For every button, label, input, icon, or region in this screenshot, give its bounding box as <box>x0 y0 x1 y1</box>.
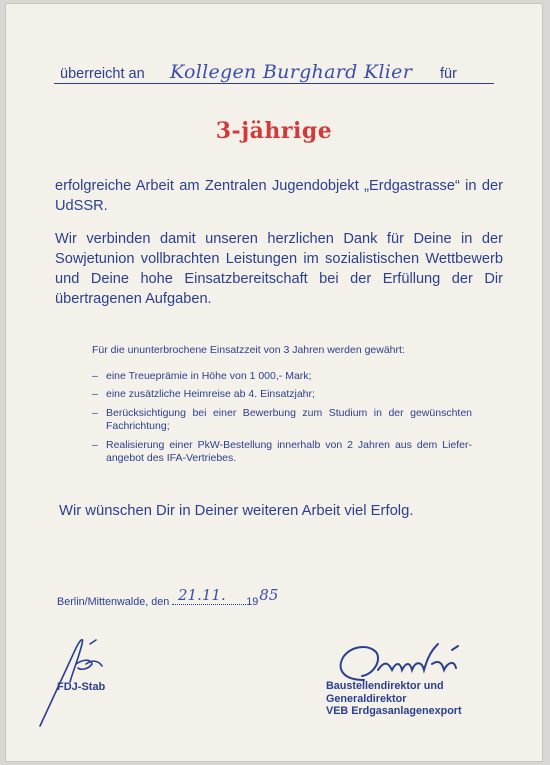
bullet-dash: – <box>92 406 98 419</box>
date-handwritten <box>178 586 278 604</box>
bullet-dash: – <box>92 438 98 451</box>
paragraph-achievement: erfolgreiche Arbeit am Zentralen Jugendobjekt „Erdgastrasse“ in der UdSSR. <box>55 178 503 214</box>
list-item <box>92 439 472 466</box>
benefits-list <box>92 370 472 466</box>
benefit-text: Berücksichtigung bei einer Bewerbung zum Studium in der gewünschten Fachrichtung; <box>106 406 472 432</box>
signature-right-line: VEB Erdgasanlagenexport <box>326 705 462 717</box>
date-place: Berlin/Mittenwalde, den <box>57 596 170 608</box>
benefit-text: Realisierung einer PkW-Bestellung innerhalb von 2 Jahren aus dem Liefer-angebot des IFA-Vertriebes. <box>106 438 472 464</box>
recipient-line <box>54 61 494 86</box>
benefit-text: eine zusätzliche Heimreise ab 4. Einsatzjahr; <box>106 388 315 400</box>
certificate-page <box>6 4 542 761</box>
bullet-dash: – <box>92 369 98 382</box>
recipient-underline <box>54 83 494 84</box>
closing-wish: Wir wünschen Dir in Deiner weiteren Arbeit viel Erfolg. <box>59 503 414 519</box>
list-item <box>92 370 472 384</box>
recipient-suffix: für <box>440 66 457 82</box>
list-item <box>92 388 472 402</box>
recipient-name: Kollegen Burghard Klier <box>170 61 413 83</box>
bullet-dash: – <box>92 388 98 400</box>
benefits-intro: Für die ununterbrochene Einsatzzeit von 3 Jahren werden gewährt: <box>92 344 405 356</box>
signature-right-line: Generaldirektor <box>326 692 407 705</box>
paragraph-thanks: Wir verbinden damit unseren herzlichen Dank für Deine in der Sowjetunion vollbrachten Leistungen im sozialistischen Wettbewerb und Deine hohe Einsatzbereitschaft bei der Erfüllung der Dir übertragenen Aufgaben. <box>55 231 503 307</box>
signature-left-label: FDJ-Stab <box>57 681 106 693</box>
signature-right-line: Baustellendirektor und <box>326 680 444 692</box>
benefits-section <box>92 344 472 471</box>
recipient-prefix: überreicht an <box>60 66 145 82</box>
certificate-title: 3-jährige <box>215 118 333 144</box>
benefit-text: eine Treueprämie in Höhe von 1 000,- Mark; <box>106 369 312 382</box>
date-year-handwritten: 85 <box>259 586 279 604</box>
signature-left <box>32 630 112 730</box>
signature-right-label <box>326 680 462 718</box>
date-day-month: 21.11. <box>178 586 226 604</box>
date-year-printed: 19 <box>246 596 259 608</box>
list-item <box>92 407 472 434</box>
date-line <box>57 586 279 608</box>
